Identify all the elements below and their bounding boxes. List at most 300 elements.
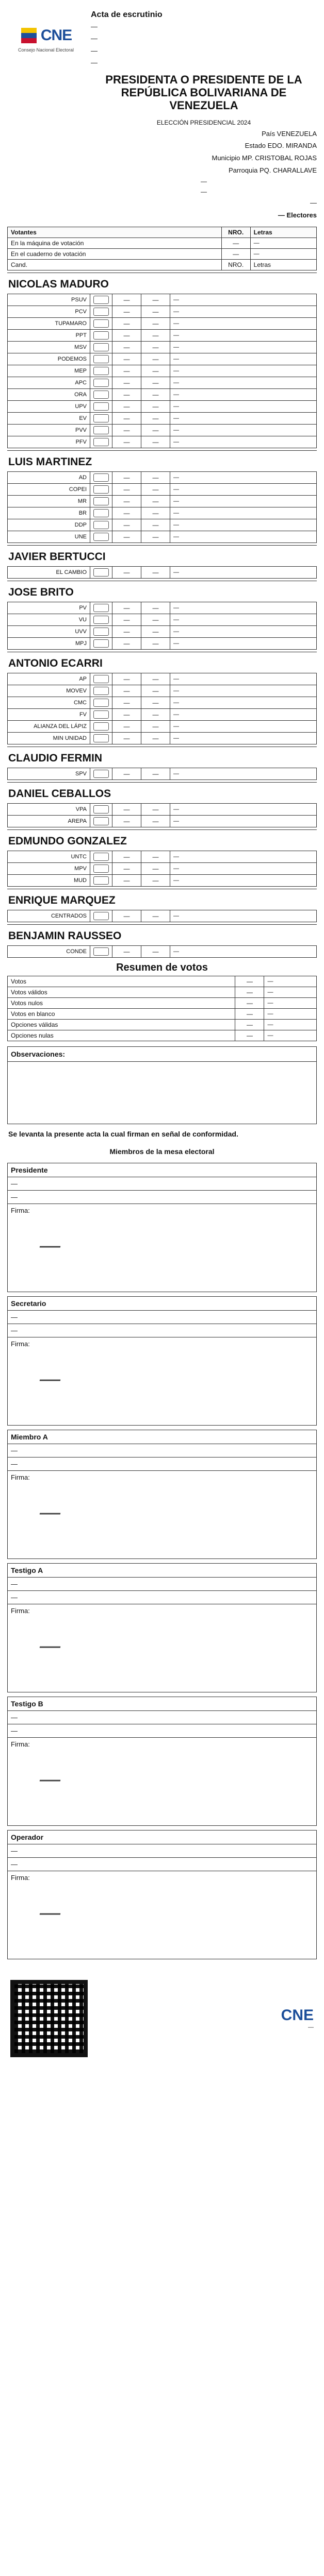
candidate-section bbox=[7, 829, 317, 887]
party-row bbox=[8, 625, 317, 637]
cne-logo bbox=[7, 9, 85, 70]
party-sigla: SPV bbox=[8, 768, 90, 779]
party-votes-letters: — bbox=[170, 306, 317, 317]
party-logo-icon bbox=[93, 912, 109, 920]
party-logo-icon bbox=[93, 628, 109, 636]
party-sigla: TUPAMARO bbox=[8, 317, 90, 329]
party-code: — bbox=[112, 531, 141, 543]
party-sigla: VU bbox=[8, 614, 90, 625]
party-votes: — bbox=[141, 507, 170, 519]
party-code: — bbox=[112, 910, 141, 922]
candidate-party-table bbox=[7, 566, 317, 579]
party-logo-icon bbox=[93, 770, 109, 778]
party-code: — bbox=[112, 697, 141, 708]
member-block bbox=[7, 1163, 317, 1292]
summary-row bbox=[8, 1008, 317, 1019]
party-sigla: PVV bbox=[8, 424, 90, 436]
party-code: — bbox=[112, 637, 141, 649]
summary-num: — bbox=[235, 1019, 264, 1030]
party-row bbox=[8, 566, 317, 578]
observations-body bbox=[8, 1062, 316, 1124]
party-row bbox=[8, 768, 317, 779]
party-code: — bbox=[112, 862, 141, 874]
party-votes-letters: — bbox=[170, 424, 317, 436]
party-votes: — bbox=[141, 685, 170, 697]
acta-code-2: — bbox=[91, 46, 98, 55]
party-code: — bbox=[112, 945, 141, 957]
member-signature-area bbox=[8, 1871, 316, 1959]
party-votes: — bbox=[141, 602, 170, 614]
party-logo-icon bbox=[93, 568, 109, 577]
party-row bbox=[8, 720, 317, 732]
party-row bbox=[8, 673, 317, 685]
parish: Parroquia PQ. CHARALLAVE bbox=[229, 166, 317, 174]
party-votes: — bbox=[141, 495, 170, 507]
member-signature-label: Firma: bbox=[11, 1874, 30, 1882]
party-sigla: MPJ bbox=[8, 637, 90, 649]
summary-num: — bbox=[235, 1030, 264, 1041]
party-code: — bbox=[112, 495, 141, 507]
party-votes: — bbox=[141, 329, 170, 341]
party-votes: — bbox=[141, 388, 170, 400]
member-role: Operador bbox=[8, 1831, 316, 1844]
party-votes-letters: — bbox=[170, 519, 317, 531]
party-row bbox=[8, 519, 317, 531]
observations-box bbox=[7, 1046, 317, 1124]
party-code: — bbox=[112, 353, 141, 365]
party-logo bbox=[90, 400, 112, 412]
summary-label: Votos bbox=[8, 976, 235, 987]
party-logo-icon bbox=[93, 355, 109, 363]
party-votes-letters: — bbox=[170, 697, 317, 708]
party-sigla: APC bbox=[8, 377, 90, 388]
party-logo-icon bbox=[93, 367, 109, 375]
candidate-party-table bbox=[7, 602, 317, 650]
party-votes-letters: — bbox=[170, 377, 317, 388]
member-signature-area bbox=[8, 1204, 316, 1292]
voters-col-num: NRO. bbox=[221, 227, 250, 238]
member-signature-area bbox=[8, 1738, 316, 1825]
candidate-section bbox=[7, 450, 317, 543]
party-logo-icon bbox=[93, 391, 109, 399]
voters-row: En la máquina de votación — — bbox=[8, 238, 317, 248]
member-id: — bbox=[8, 1458, 316, 1471]
voters-table bbox=[7, 227, 317, 270]
municipality: Municipio MP. CRISTOBAL ROJAS bbox=[212, 154, 317, 162]
party-row bbox=[8, 436, 317, 448]
party-logo bbox=[90, 708, 112, 720]
party-code: — bbox=[112, 365, 141, 377]
member-signature-area bbox=[8, 1604, 316, 1692]
summary-letters: — bbox=[264, 997, 317, 1008]
party-row bbox=[8, 317, 317, 329]
member-block bbox=[7, 1830, 317, 1959]
party-logo bbox=[90, 945, 112, 957]
party-sigla: MEP bbox=[8, 365, 90, 377]
party-code: — bbox=[112, 614, 141, 625]
party-votes: — bbox=[141, 353, 170, 365]
party-code: — bbox=[112, 424, 141, 436]
party-logo bbox=[90, 768, 112, 779]
party-sigla: DDP bbox=[8, 519, 90, 531]
party-row bbox=[8, 329, 317, 341]
party-row bbox=[8, 874, 317, 886]
party-logo-icon bbox=[93, 604, 109, 612]
party-logo bbox=[90, 507, 112, 519]
logo-word: CNE bbox=[40, 27, 72, 44]
qr-code bbox=[10, 1980, 88, 2057]
candidate-name: NICOLAS MADURO bbox=[7, 273, 317, 294]
party-logo-icon bbox=[93, 296, 109, 304]
party-votes: — bbox=[141, 768, 170, 779]
summary-label: Votos nulos bbox=[8, 997, 235, 1008]
election-heading: PRESIDENTA O PRESIDENTE DE LA REPÚBLICA BOLIVARIANA DE VENEZUELA bbox=[105, 73, 302, 112]
member-name: — bbox=[8, 1844, 316, 1858]
party-votes-letters: — bbox=[170, 732, 317, 744]
party-row bbox=[8, 637, 317, 649]
member-signature: — bbox=[39, 1232, 61, 1259]
party-sigla: MSV bbox=[8, 341, 90, 353]
acta-timestamp: — bbox=[91, 59, 98, 67]
member-signature: — bbox=[39, 1900, 61, 1926]
summary-letters: — bbox=[264, 1019, 317, 1030]
party-sigla: UVV bbox=[8, 625, 90, 637]
party-row bbox=[8, 708, 317, 720]
party-logo-icon bbox=[93, 817, 109, 825]
party-votes: — bbox=[141, 424, 170, 436]
candidate-section bbox=[7, 924, 317, 958]
member-role: Testigo A bbox=[8, 1564, 316, 1578]
party-sigla: MOVEV bbox=[8, 685, 90, 697]
party-votes-letters: — bbox=[170, 945, 317, 957]
party-logo bbox=[90, 377, 112, 388]
party-sigla: CENTRADOS bbox=[8, 910, 90, 922]
party-votes-letters: — bbox=[170, 768, 317, 779]
party-row bbox=[8, 531, 317, 543]
voters-table-footer: Cand. NRO. Letras bbox=[8, 259, 317, 270]
party-votes: — bbox=[141, 566, 170, 578]
party-logo-icon bbox=[93, 699, 109, 707]
party-code: — bbox=[112, 732, 141, 744]
conformity-statement: Se levanta la presente acta la cual firman en señal de conformidad. bbox=[8, 1129, 238, 1138]
party-votes-letters: — bbox=[170, 708, 317, 720]
member-id: — bbox=[8, 1191, 316, 1204]
candidate-name: JAVIER BERTUCCI bbox=[7, 545, 317, 566]
party-code: — bbox=[112, 673, 141, 685]
party-code: — bbox=[112, 768, 141, 779]
party-logo-icon bbox=[93, 402, 109, 411]
party-logo-icon bbox=[93, 438, 109, 446]
party-logo bbox=[90, 566, 112, 578]
member-signature-area bbox=[8, 1337, 316, 1425]
party-votes-letters: — bbox=[170, 815, 317, 827]
party-code: — bbox=[112, 803, 141, 815]
party-votes: — bbox=[141, 483, 170, 495]
party-row bbox=[8, 732, 317, 744]
party-votes-letters: — bbox=[170, 388, 317, 400]
party-row bbox=[8, 602, 317, 614]
party-row bbox=[8, 507, 317, 519]
party-code: — bbox=[112, 720, 141, 732]
party-sigla: EL CAMBIO bbox=[8, 566, 90, 578]
party-logo bbox=[90, 341, 112, 353]
member-role: Testigo B bbox=[8, 1697, 316, 1711]
party-code: — bbox=[112, 507, 141, 519]
party-row bbox=[8, 400, 317, 412]
center-address: — bbox=[201, 188, 207, 196]
party-votes-letters: — bbox=[170, 910, 317, 922]
summary-label: Votos en blanco bbox=[8, 1008, 235, 1019]
candidate-party-table bbox=[7, 673, 317, 744]
candidate-name: ENRIQUE MARQUEZ bbox=[7, 889, 317, 910]
party-votes-letters: — bbox=[170, 294, 317, 306]
candidate-name: CLAUDIO FERMIN bbox=[7, 747, 317, 768]
party-votes: — bbox=[141, 910, 170, 922]
summary-label: Opciones válidas bbox=[8, 1019, 235, 1030]
party-row bbox=[8, 365, 317, 377]
party-votes: — bbox=[141, 341, 170, 353]
party-logo bbox=[90, 294, 112, 306]
party-votes-letters: — bbox=[170, 685, 317, 697]
party-votes: — bbox=[141, 531, 170, 543]
party-row bbox=[8, 495, 317, 507]
candidate-name: EDMUNDO GONZALEZ bbox=[7, 829, 317, 851]
party-votes: — bbox=[141, 732, 170, 744]
party-logo-icon bbox=[93, 509, 109, 517]
party-logo bbox=[90, 436, 112, 448]
party-votes: — bbox=[141, 862, 170, 874]
party-votes-letters: — bbox=[170, 329, 317, 341]
party-row bbox=[8, 685, 317, 697]
party-sigla: UNTC bbox=[8, 851, 90, 862]
member-signature: — bbox=[39, 1633, 61, 1659]
summary-num: — bbox=[235, 987, 264, 997]
summary-row bbox=[8, 987, 317, 997]
party-votes: — bbox=[141, 815, 170, 827]
member-signature-label: Firma: bbox=[11, 1207, 30, 1215]
party-row bbox=[8, 294, 317, 306]
party-votes-letters: — bbox=[170, 851, 317, 862]
party-code: — bbox=[112, 471, 141, 483]
party-votes: — bbox=[141, 720, 170, 732]
party-logo-icon bbox=[93, 805, 109, 814]
party-sigla: CONDE bbox=[8, 945, 90, 957]
acta-number: — bbox=[91, 22, 98, 30]
party-logo bbox=[90, 306, 112, 317]
party-code: — bbox=[112, 306, 141, 317]
party-logo bbox=[90, 685, 112, 697]
member-block bbox=[7, 1430, 317, 1559]
party-logo-icon bbox=[93, 319, 109, 328]
candidate-party-table bbox=[7, 294, 317, 448]
footer-brand: CNE bbox=[281, 2007, 314, 2024]
member-signature: — bbox=[39, 1499, 61, 1526]
candidate-name: DANIEL CEBALLOS bbox=[7, 782, 317, 803]
party-logo-icon bbox=[93, 473, 109, 482]
party-logo-icon bbox=[93, 308, 109, 316]
member-block bbox=[7, 1563, 317, 1692]
party-logo bbox=[90, 815, 112, 827]
member-role: Presidente bbox=[8, 1163, 316, 1177]
candidate-party-table bbox=[7, 945, 317, 958]
party-row bbox=[8, 697, 317, 708]
acta-code: — bbox=[91, 35, 98, 43]
party-logo bbox=[90, 412, 112, 424]
party-logo bbox=[90, 495, 112, 507]
party-votes-letters: — bbox=[170, 412, 317, 424]
candidate-party-table bbox=[7, 768, 317, 780]
acta-title: Acta de escrutinio bbox=[91, 10, 163, 19]
party-sigla: MUD bbox=[8, 874, 90, 886]
party-row bbox=[8, 483, 317, 495]
electors-count: — Electores bbox=[278, 211, 317, 219]
member-name: — bbox=[8, 1177, 316, 1191]
party-votes: — bbox=[141, 436, 170, 448]
footer-code: — bbox=[308, 2024, 314, 2031]
party-code: — bbox=[112, 400, 141, 412]
summary-num: — bbox=[235, 997, 264, 1008]
candidate-section bbox=[7, 782, 317, 827]
party-logo-icon bbox=[93, 616, 109, 624]
party-votes-letters: — bbox=[170, 625, 317, 637]
members-list bbox=[7, 1163, 317, 1959]
member-signature: — bbox=[39, 1366, 61, 1393]
party-code: — bbox=[112, 519, 141, 531]
member-name: — bbox=[8, 1578, 316, 1591]
member-signature-label: Firma: bbox=[11, 1340, 30, 1348]
member-signature-label: Firma: bbox=[11, 1473, 30, 1482]
party-code: — bbox=[112, 708, 141, 720]
party-votes: — bbox=[141, 365, 170, 377]
party-votes: — bbox=[141, 519, 170, 531]
party-code: — bbox=[112, 294, 141, 306]
party-sigla: PFV bbox=[8, 436, 90, 448]
party-code: — bbox=[112, 412, 141, 424]
party-sigla: BR bbox=[8, 507, 90, 519]
party-logo bbox=[90, 910, 112, 922]
party-votes-letters: — bbox=[170, 317, 317, 329]
party-logo-icon bbox=[93, 722, 109, 731]
party-logo-icon bbox=[93, 734, 109, 742]
party-logo bbox=[90, 471, 112, 483]
member-role: Secretario bbox=[8, 1297, 316, 1311]
party-logo bbox=[90, 874, 112, 886]
party-sigla: CMC bbox=[8, 697, 90, 708]
party-votes-letters: — bbox=[170, 353, 317, 365]
member-block bbox=[7, 1697, 317, 1826]
party-logo bbox=[90, 803, 112, 815]
member-signature: — bbox=[39, 1766, 61, 1793]
member-signature-label: Firma: bbox=[11, 1740, 30, 1749]
party-logo-icon bbox=[93, 687, 109, 695]
party-row bbox=[8, 353, 317, 365]
party-row bbox=[8, 862, 317, 874]
party-logo-icon bbox=[93, 639, 109, 648]
party-votes: — bbox=[141, 945, 170, 957]
summary-row bbox=[8, 1019, 317, 1030]
party-sigla: MPV bbox=[8, 862, 90, 874]
party-row bbox=[8, 614, 317, 625]
party-logo-icon bbox=[93, 414, 109, 422]
party-sigla: EV bbox=[8, 412, 90, 424]
candidate-section bbox=[7, 581, 317, 650]
party-row bbox=[8, 424, 317, 436]
party-logo-icon bbox=[93, 675, 109, 683]
summary-row bbox=[8, 976, 317, 987]
party-logo-icon bbox=[93, 710, 109, 719]
party-votes: — bbox=[141, 412, 170, 424]
candidate-name: BENJAMIN RAUSSEO bbox=[7, 924, 317, 945]
party-code: — bbox=[112, 483, 141, 495]
party-votes-letters: — bbox=[170, 400, 317, 412]
party-votes: — bbox=[141, 697, 170, 708]
summary-title: Resumen de votos bbox=[116, 961, 208, 973]
party-votes-letters: — bbox=[170, 874, 317, 886]
party-row bbox=[8, 471, 317, 483]
election-name: ELECCIÓN PRESIDENCIAL 2024 bbox=[156, 118, 251, 126]
member-block bbox=[7, 1296, 317, 1426]
member-id: — bbox=[8, 1591, 316, 1604]
party-row bbox=[8, 815, 317, 827]
party-row bbox=[8, 851, 317, 862]
party-logo-icon bbox=[93, 521, 109, 529]
voters-col-letters: Letras bbox=[250, 227, 316, 238]
member-name: — bbox=[8, 1444, 316, 1458]
party-logo bbox=[90, 602, 112, 614]
party-votes: — bbox=[141, 851, 170, 862]
candidate-party-table bbox=[7, 471, 317, 543]
members-title: Miembros de la mesa electoral bbox=[109, 1147, 215, 1156]
candidate-party-table bbox=[7, 910, 317, 922]
member-signature-area bbox=[8, 1471, 316, 1558]
member-name: — bbox=[8, 1311, 316, 1324]
party-votes-letters: — bbox=[170, 862, 317, 874]
party-logo bbox=[90, 531, 112, 543]
party-logo-icon bbox=[93, 853, 109, 861]
party-sigla: AREPA bbox=[8, 815, 90, 827]
party-logo-icon bbox=[93, 426, 109, 434]
party-votes-letters: — bbox=[170, 614, 317, 625]
party-code: — bbox=[112, 625, 141, 637]
party-sigla: PODEMOS bbox=[8, 353, 90, 365]
party-votes-letters: — bbox=[170, 495, 317, 507]
party-code: — bbox=[112, 685, 141, 697]
party-sigla: VPA bbox=[8, 803, 90, 815]
candidate-name: ANTONIO ECARRI bbox=[7, 652, 317, 673]
party-votes: — bbox=[141, 637, 170, 649]
summary-row bbox=[8, 1030, 317, 1041]
party-logo bbox=[90, 365, 112, 377]
party-logo-icon bbox=[93, 331, 109, 340]
party-code: — bbox=[112, 329, 141, 341]
summary-num: — bbox=[235, 976, 264, 987]
party-logo bbox=[90, 625, 112, 637]
party-logo bbox=[90, 329, 112, 341]
candidate-name: JOSE BRITO bbox=[7, 581, 317, 602]
party-logo-icon bbox=[93, 497, 109, 505]
party-votes-letters: — bbox=[170, 341, 317, 353]
summary-letters: — bbox=[264, 1008, 317, 1019]
voters-title: Votantes bbox=[8, 227, 222, 238]
party-votes-letters: — bbox=[170, 803, 317, 815]
candidate-party-table bbox=[7, 803, 317, 827]
party-code: — bbox=[112, 317, 141, 329]
member-id: — bbox=[8, 1324, 316, 1337]
party-logo bbox=[90, 353, 112, 365]
party-logo bbox=[90, 673, 112, 685]
party-votes-letters: — bbox=[170, 673, 317, 685]
party-logo bbox=[90, 424, 112, 436]
